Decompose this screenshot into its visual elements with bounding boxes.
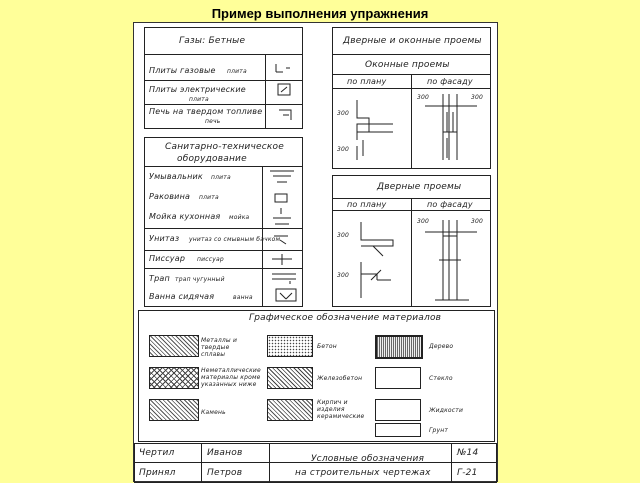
material-label: Грунт — [429, 427, 449, 434]
dim-label: 300 — [337, 272, 350, 279]
material-label: Бетон — [317, 343, 337, 350]
electric-stove-icon — [277, 83, 293, 97]
gas-row-sub: плита — [189, 96, 209, 103]
material-label: Стекло — [429, 375, 453, 382]
dim-label: 300 — [337, 232, 350, 239]
door-facade-drawing — [417, 216, 487, 302]
oven-icon — [277, 108, 295, 122]
concrete-swatch — [267, 335, 313, 357]
door-openings-block — [332, 175, 491, 307]
material-label: Камень — [201, 409, 226, 416]
dim-label: 300 — [417, 94, 430, 101]
dim-label: 300 — [337, 146, 350, 153]
reinforced-concrete-swatch — [267, 367, 313, 389]
drawing-sheet — [133, 22, 498, 482]
sanitary-row-sub: писсуар — [197, 256, 224, 263]
dim-label: 300 — [471, 218, 484, 225]
sanitary-row-label: Унитаз — [149, 234, 180, 243]
sanitary-row-label: Трап — [149, 274, 170, 283]
sanitary-row-label: Мойка кухонная — [149, 212, 221, 221]
material-label: Железобетон — [317, 375, 363, 382]
stamp-code: Г-21 — [457, 468, 478, 478]
gas-appliances-block — [144, 27, 303, 129]
sanitary-row-sub: унитаз со смывным бачком — [189, 236, 281, 243]
gas-row-sub: печь — [205, 118, 221, 125]
material-label: Дерево — [429, 343, 454, 350]
materials-block — [138, 310, 495, 442]
material-label: Кирпич и изделия керамические — [317, 399, 365, 420]
material-label: Металлы и твердые сплавы — [201, 337, 238, 358]
materials-title: Графическое обозначение материалов — [249, 313, 442, 323]
soil-swatch — [375, 423, 421, 437]
window-subheader: Оконные проемы — [365, 60, 450, 70]
drain-icon — [270, 271, 300, 303]
door-col-facade: по фасаду — [427, 200, 473, 209]
sanitary-header: Санитарно-техническое — [165, 142, 284, 152]
stamp-checked-name: Петров — [207, 468, 243, 478]
sanitary-row-label: Ванна сидячая — [149, 292, 215, 301]
stove-symbol-icon — [273, 61, 295, 75]
dim-label: 300 — [471, 94, 484, 101]
window-openings-block — [332, 27, 491, 169]
window-col-facade: по фасаду — [427, 77, 473, 86]
sanitary-block — [144, 137, 303, 307]
wood-swatch — [375, 335, 423, 359]
dim-label: 300 — [337, 110, 350, 117]
window-facade-drawing — [417, 92, 487, 164]
glass-swatch — [375, 367, 421, 389]
sanitary-row-sub: плита — [211, 174, 231, 181]
stamp-checked-label: Принял — [139, 468, 176, 478]
urinal-icon — [270, 251, 296, 267]
page-title: Пример выполнения упражнения — [211, 6, 429, 21]
window-plan-drawing — [343, 96, 407, 164]
material-label: Жидкости — [429, 407, 464, 414]
stamp-drew-label: Чертил — [139, 448, 175, 458]
sanitary-row-label: Раковина — [149, 192, 191, 201]
material-label: Неметаллические материалы кроме указанных ниже — [201, 367, 261, 388]
sanitary-row-label: Умывальник — [149, 172, 203, 181]
gas-header: Газы: Бетные — [179, 36, 246, 46]
openings-header: Дверные и оконные проемы — [343, 36, 482, 46]
window-col-plan: по плану — [347, 77, 387, 86]
sanitary-row-sub: трап чугунный — [175, 276, 225, 283]
door-col-plan: по плану — [347, 200, 387, 209]
stamp-drew-name: Иванов — [207, 448, 243, 458]
gas-row-sub: плита — [227, 68, 247, 75]
nonmetal-swatch — [149, 367, 199, 389]
gas-row-label: Плиты электрические — [149, 85, 246, 94]
stamp-sheet-no: №14 — [457, 448, 479, 458]
stamp-doc-title-2: на строительных чертежах — [295, 468, 431, 478]
door-header: Дверные проемы — [377, 182, 462, 192]
metal-swatch — [149, 335, 199, 357]
gas-row-label: Печь на твердом топливе — [149, 107, 263, 116]
title-stamp — [134, 443, 497, 483]
sanitary-header-2: оборудование — [177, 154, 247, 164]
sanitary-row-sub: ванна — [233, 294, 253, 301]
dim-label: 300 — [417, 218, 430, 225]
toilet-icon — [270, 232, 296, 248]
sanitary-row-label: Писсуар — [149, 254, 186, 263]
stamp-doc-title: Условные обозначения — [311, 454, 425, 464]
sink-icon — [267, 168, 297, 228]
door-plan-drawing — [343, 214, 409, 300]
brick-swatch — [267, 399, 313, 421]
sanitary-row-sub: плита — [199, 194, 219, 201]
stone-swatch — [149, 399, 199, 421]
gas-row-label: Плиты газовые — [149, 66, 216, 75]
sanitary-row-sub: мойка — [229, 214, 250, 221]
liquid-swatch — [375, 399, 421, 421]
